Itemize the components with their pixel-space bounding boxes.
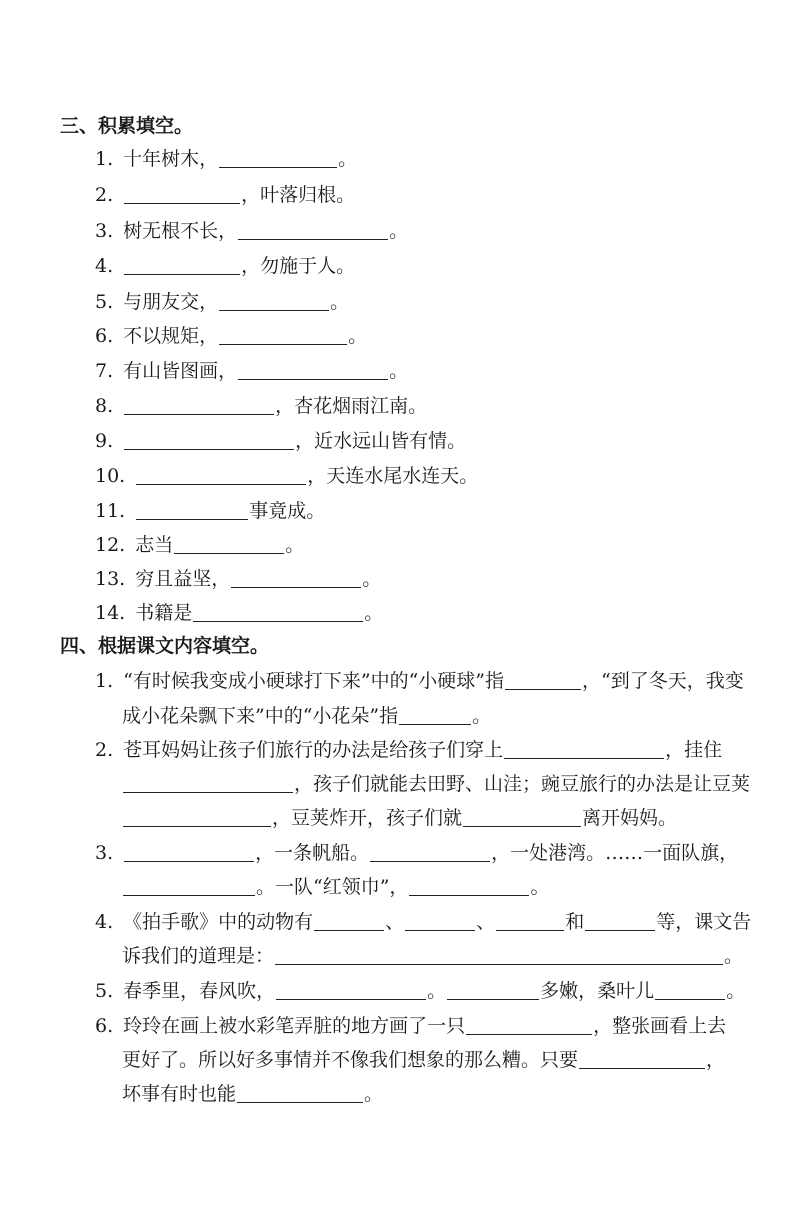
question-text: 等，课文告 (656, 911, 752, 933)
fill-item-8 (95, 394, 427, 418)
answer-blank[interactable] (496, 912, 564, 931)
item-text: 。 (389, 220, 409, 242)
question-text: 坏事有时也能 (122, 1083, 237, 1105)
item-number: 4. (95, 911, 114, 933)
question-text: 。 (726, 980, 746, 1002)
item-text: 书籍是 (135, 602, 193, 624)
fill-item-5 (95, 290, 349, 314)
question-6-line-2 (122, 1048, 725, 1072)
fill-item-10 (95, 464, 478, 488)
item-number: 14. (95, 602, 126, 624)
fill-item-14 (95, 601, 383, 625)
answer-blank[interactable] (174, 535, 284, 554)
question-text: 。 (472, 705, 492, 727)
section-4-title: 四、根据课文内容填空。 (60, 635, 270, 657)
question-4-line-2 (122, 944, 743, 968)
item-text: ，勿施于人。 (241, 255, 356, 277)
question-text: 诉我们的道理是： (122, 945, 275, 967)
item-text: 与朋友交， (123, 291, 219, 313)
item-number: 3. (95, 842, 114, 864)
fill-item-3 (95, 219, 408, 243)
answer-blank[interactable] (276, 981, 426, 1000)
item-number: 5. (95, 980, 114, 1002)
question-text: 成小花朵飘下来”中的“小花朵”指 (122, 705, 399, 727)
item-number: 7. (95, 360, 114, 382)
question-4-line-1 (95, 910, 751, 934)
question-text: “有时候我变成小硬球打下来”中的“小硬球”指 (123, 670, 504, 692)
fill-item-2 (95, 183, 355, 207)
question-text: ，一处港湾。……一面队旗， (491, 842, 739, 864)
answer-blank[interactable] (238, 361, 388, 380)
answer-blank[interactable] (123, 808, 271, 827)
question-text: 。 (724, 945, 744, 967)
question-text: 、 (385, 911, 405, 933)
fill-item-7 (95, 359, 408, 383)
answer-blank[interactable] (124, 185, 240, 204)
answer-blank[interactable] (463, 808, 581, 827)
answer-blank[interactable] (124, 843, 254, 862)
answer-blank[interactable] (405, 912, 475, 931)
question-text: ，挂住 (665, 739, 723, 761)
item-text: 。 (338, 148, 358, 170)
question-2-line-3 (122, 806, 677, 830)
answer-blank[interactable] (124, 431, 294, 450)
question-text: 离开妈妈。 (582, 807, 678, 829)
question-text: 、 (476, 911, 496, 933)
item-text: ，天连水尾水连天。 (307, 465, 479, 487)
question-text: ，“到了冬天，我变 (582, 670, 744, 692)
item-text: ，近水远山皆有情。 (295, 430, 467, 452)
item-number: 6. (95, 325, 114, 347)
item-text: 。 (389, 360, 409, 382)
fill-item-4 (95, 254, 355, 278)
answer-blank[interactable] (123, 877, 255, 896)
item-number: 1. (95, 148, 114, 170)
answer-blank[interactable] (219, 292, 329, 311)
answer-blank[interactable] (447, 981, 539, 1000)
item-number: 10. (95, 465, 126, 487)
answer-blank[interactable] (219, 149, 337, 168)
item-text: ，杏花烟雨江南。 (275, 395, 428, 417)
answer-blank[interactable] (123, 774, 293, 793)
answer-blank[interactable] (124, 396, 274, 415)
answer-blank[interactable] (136, 466, 306, 485)
question-text: 《拍手歌》中的动物有 (123, 911, 314, 933)
item-text: 。 (364, 602, 384, 624)
question-1-line-2 (122, 704, 491, 728)
item-number: 6. (95, 1015, 114, 1037)
item-text: 树无根不长， (123, 220, 238, 242)
item-text: 。 (330, 291, 350, 313)
fill-item-11 (95, 499, 325, 523)
answer-blank[interactable] (370, 843, 490, 862)
item-number: 9. (95, 430, 114, 452)
answer-blank[interactable] (399, 706, 471, 725)
answer-blank[interactable] (466, 1016, 592, 1035)
question-text: ，整张画看上去 (593, 1015, 727, 1037)
answer-blank[interactable] (124, 256, 240, 275)
item-text: 事竟成。 (249, 500, 326, 522)
question-text: 春季里，春风吹， (123, 980, 276, 1002)
question-3-line-1 (95, 841, 738, 865)
answer-blank[interactable] (585, 912, 655, 931)
question-text: ，孩子们就能去田野、山洼；豌豆旅行的办法是让豆荚 (294, 773, 751, 795)
question-text: 。 (530, 876, 550, 898)
item-text: ，叶落归根。 (241, 184, 356, 206)
question-text: 更好了。所以好多事情并不像我们想象的那么糟。只要 (122, 1049, 579, 1071)
question-3-line-2 (122, 875, 549, 899)
fill-item-13 (95, 567, 381, 591)
item-text: 穷且益坚， (135, 568, 231, 590)
item-number: 4. (95, 255, 114, 277)
answer-blank[interactable] (231, 569, 361, 588)
item-number: 5. (95, 291, 114, 313)
question-1-line-1 (95, 669, 744, 693)
question-text: ，一条帆船。 (255, 842, 370, 864)
item-text: 志当 (135, 534, 174, 556)
question-text: 多嫩，桑叶儿 (540, 980, 655, 1002)
question-text: 。 (427, 980, 447, 1002)
answer-blank[interactable] (275, 946, 723, 965)
item-text: 。 (348, 325, 368, 347)
answer-blank[interactable] (505, 671, 581, 690)
item-number: 2. (95, 184, 114, 206)
question-text: 苍耳妈妈让孩子们旅行的办法是给孩子们穿上 (123, 739, 504, 761)
question-text: ，豆荚炸开，孩子们就 (272, 807, 463, 829)
question-5-line-1 (95, 979, 745, 1003)
fill-item-6 (95, 324, 367, 348)
question-text: ， (706, 1049, 726, 1071)
item-number: 8. (95, 395, 114, 417)
item-number: 2. (95, 739, 114, 761)
answer-blank[interactable] (409, 877, 529, 896)
answer-blank[interactable] (579, 1050, 705, 1069)
item-number: 11. (95, 500, 126, 522)
item-number: 1. (95, 670, 114, 692)
answer-blank[interactable] (655, 981, 725, 1000)
question-text: 玲玲在画上被水彩笔弄脏的地方画了一只 (123, 1015, 466, 1037)
question-2-line-1 (95, 738, 722, 762)
item-text: 不以规矩， (123, 325, 219, 347)
answer-blank[interactable] (237, 1084, 363, 1103)
item-text: 有山皆图画， (123, 360, 238, 382)
answer-blank[interactable] (314, 912, 384, 931)
answer-blank[interactable] (136, 501, 248, 520)
section-3-title: 三、积累填空。 (60, 115, 194, 137)
fill-item-1 (95, 147, 357, 171)
question-6-line-1 (95, 1014, 726, 1038)
question-text: 。 (364, 1083, 384, 1105)
fill-item-12 (95, 533, 304, 557)
answer-blank[interactable] (238, 221, 388, 240)
fill-item-9 (95, 429, 466, 453)
item-text: 。 (362, 568, 382, 590)
question-text: 。一队“红领巾”， (256, 876, 409, 898)
answer-blank[interactable] (504, 740, 664, 759)
item-text: 十年树木， (123, 148, 219, 170)
question-text: 和 (565, 911, 585, 933)
item-number: 3. (95, 220, 114, 242)
answer-blank[interactable] (193, 603, 363, 622)
item-text: 。 (285, 534, 305, 556)
question-6-line-3 (122, 1082, 383, 1106)
item-number: 13. (95, 568, 126, 590)
question-2-line-2 (122, 772, 750, 796)
item-number: 12. (95, 534, 126, 556)
answer-blank[interactable] (219, 326, 347, 345)
